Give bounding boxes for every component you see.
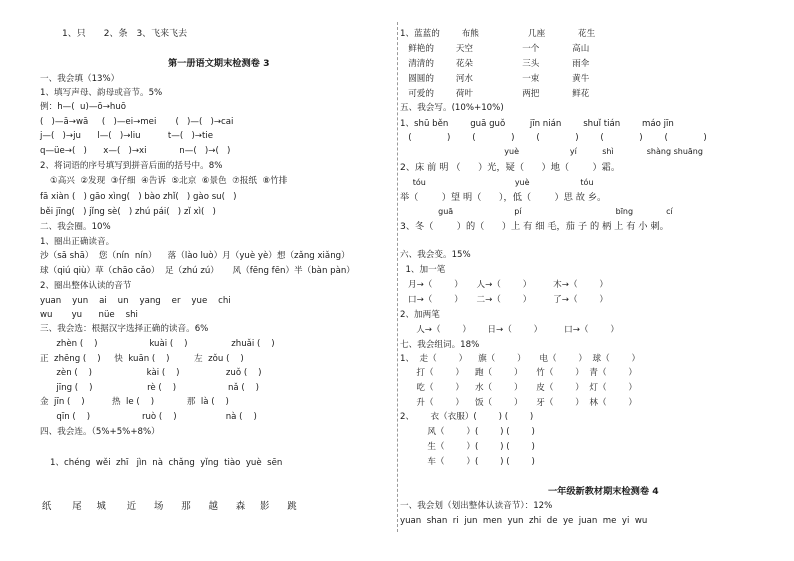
syllable-row: yuan yun ai un yang er yue chi <box>40 296 231 306</box>
section-1-heading: 一、我会填（13%） <box>40 74 120 84</box>
section-6-heading: 六、我会变。15% <box>400 250 471 260</box>
group-word-row-2: 2、 衣（衣服）( ) ( ) <box>400 412 534 422</box>
next-section-1-heading: 一、我会划（划出整体认读音节）：12% <box>400 501 553 511</box>
section-1-q2: 2、将词语的序号填写到拼音后面的括号中。8% <box>40 161 223 171</box>
poem-pinyin: guā pí bīng cí <box>400 207 673 216</box>
reading-row: jīng ( ) rè ( ) nǎ ( ) <box>40 383 260 393</box>
link-characters-row: 纸 尾 城 近 场 那 越 森 影 跳 <box>42 501 297 512</box>
section-2-heading: 二、我会圈。10% <box>40 222 111 232</box>
section-7-heading: 七、我会组词。18% <box>400 340 480 350</box>
poem-line: 举（ ）望 明（ ），低（ ）思 故 乡。 <box>400 192 607 203</box>
reading-row: zhèn ( ) kuài ( ) zhuǎi ( ) <box>40 339 275 349</box>
group-word-row: 打（ ） 跑（ ） 竹（ ） 青（ ） <box>400 368 637 378</box>
pinyin-row: ( )—ā→wā ( )—ei→mei ( )—( )→cai <box>40 117 234 127</box>
add-stroke-row: 口→（ ） 二→（ ） 了→（ ） <box>408 295 609 305</box>
match-word-row: 鲜艳的 天空 一个 高山 <box>400 44 590 54</box>
section-6-q2: 2、加两笔 <box>400 310 440 320</box>
section-6-q1: 1、加一笔 <box>400 265 446 275</box>
next-exam-title: 一年级新教材期末检测卷 4 <box>548 486 659 497</box>
match-word-row: 圆圆的 河水 一束 黄牛 <box>400 74 590 84</box>
group-word-row: 1、 走（ ） 旗（ ） 电（ ） 球（ ） <box>400 354 641 364</box>
section-3-heading: 三、我会选：根据汉字选择正确的读音。6% <box>40 324 209 334</box>
section-4-heading: 四、我会连。（5%+5%+8%） <box>40 427 160 437</box>
write-pinyin-row: 1、shū běn guā guǒ jīn nián shuǐ tián máo jīn <box>400 119 674 129</box>
add-stroke-row: 月→（ ） 人→（ ） 木→（ ） <box>408 280 609 290</box>
poem-pinyin: yuè yí shì shàng shuāng <box>400 147 703 156</box>
match-word-row: 1、蓝蓝的 布熊 几座 花生 <box>400 29 596 39</box>
section-2-q1: 1、圈出正确读音。 <box>40 237 115 247</box>
pinyin-row: j—( )→ju l—( )→liu t—( )→tie <box>40 131 214 141</box>
section-5-heading: 五、我会写。(10%+10%) <box>400 103 504 113</box>
reading-row: 金 jīn ( ) 热 le ( ) 那 là ( ) <box>40 397 229 407</box>
group-word-row: 吃（ ） 水（ ） 皮（ ） 灯（ ） <box>400 383 637 393</box>
syllable-row: wu yu nüe shi <box>40 310 138 320</box>
match-row: běi jīng( ) jǐng sè( ) zhú pái( ) zǐ xì( ) <box>40 207 216 217</box>
word-options: ①高兴 ②发现 ③仔细 ④告诉 ⑤北京 ⑥景色 ⑦报纸 ⑧竹排 <box>50 176 288 186</box>
group-word-row: 升（ ） 饭（ ） 牙（ ） 林（ ） <box>400 398 637 408</box>
match-row: fā xiàn ( ) gāo xìng( ) bào zhǐ( ) gào su( ) <box>40 192 237 202</box>
add-two-strokes-row: 人→（ ） 日→（ ） 口→（ ） <box>408 325 619 335</box>
poem-line: 3、冬（ ）的（ ）上 有 细 毛，茄 子 的 柄 上 有 小 刺。 <box>400 221 669 232</box>
top-answer-line: 1、只 2、条 3、飞来飞去 <box>62 29 188 39</box>
write-answer-boxes: ( ) ( ) ( ) ( ) ( ) <box>400 133 707 143</box>
pinyin-row: q—üe→( ) x—( )→xi n—( )→( ) <box>40 146 231 156</box>
column-divider <box>397 22 398 532</box>
reading-row: zèn ( ) kài ( ) zuǒ ( ) <box>40 368 262 378</box>
pinyin-example: 例：h—( u)—ō→huō <box>40 102 127 112</box>
section-1-q1: 1、填写声母、韵母或音节。5% <box>40 88 163 98</box>
page-title: 第一册语文期末检测卷 3 <box>168 58 270 69</box>
match-word-row: 清清的 花朵 三头 雨伞 <box>400 59 590 69</box>
reading-row: 正 zhēng ( ) 快 kuān ( ) 左 zǒu ( ) <box>40 354 244 364</box>
poem-pinyin: tóu yuè tóu <box>400 178 594 187</box>
group-word-row-2: 生（ ）( ) ( ) <box>400 442 535 452</box>
section-2-q2: 2、圈出整体认读的音节 <box>40 281 132 291</box>
reading-row: qīn ( ) ruò ( ) nà ( ) <box>40 412 257 422</box>
link-pinyin-row: 1、chéng wěi zhī jìn nà chǎng yǐng tiào yuè sēn <box>50 458 283 468</box>
next-syllable-row: yuan shan ri jun men yun zhi de ye juan me yi wu <box>400 516 648 526</box>
circle-row: 球（qiú qiù）草（chāo cǎo） 足（zhú zú） 风（fēng fēn）半（bàn pàn） <box>40 266 355 276</box>
circle-row: 沙（sā shā） 您（nín nín） 落（lào luò）月（yuè yè）想（zǎng xiǎng） <box>40 251 350 261</box>
match-word-row: 可爱的 荷叶 两把 鲜花 <box>400 89 590 99</box>
poem-line: 2、床 前 明 （ ）光，疑（ ）地（ ）霜。 <box>400 162 621 173</box>
group-word-row-2: 风（ ）( ) ( ) <box>400 427 535 437</box>
group-word-row-2: 车（ ）( ) ( ) <box>400 457 535 467</box>
